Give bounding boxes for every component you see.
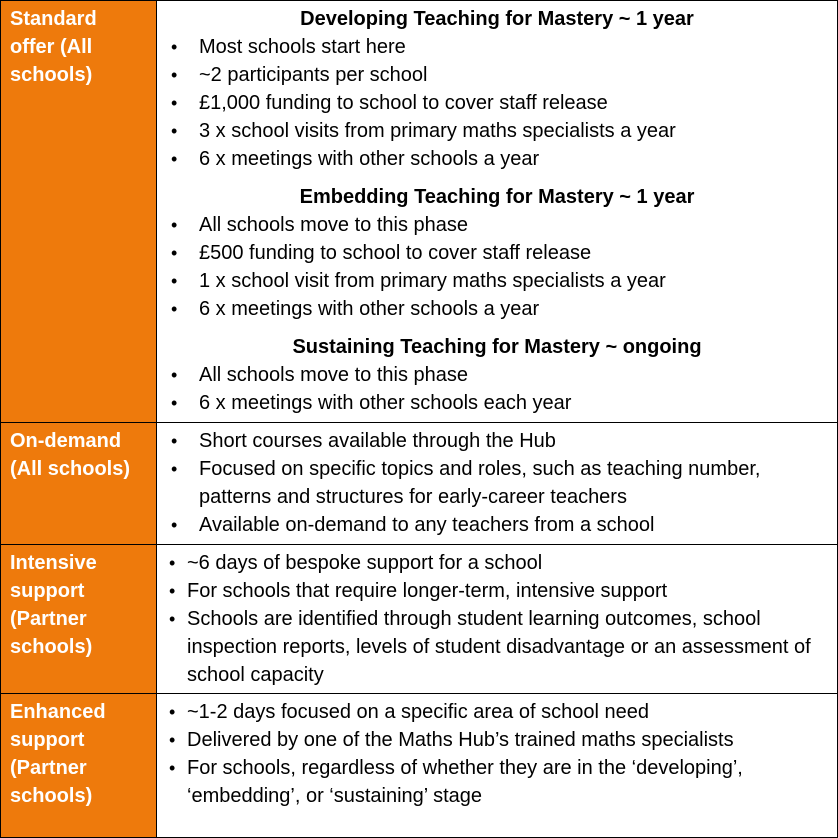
bullet-icon: •: [171, 215, 178, 235]
list-item: • ~6 days of bespoke support for a school: [167, 549, 827, 577]
row-label-cell: [1, 694, 157, 837]
list-item: • £1,000 funding to school to cover staff release: [167, 89, 827, 117]
intensive-support-list: [167, 549, 827, 689]
bullet-icon: •: [171, 121, 178, 141]
list-item: • 1 x school visit from primary maths specialists a year: [167, 267, 827, 295]
row-intensive-support: [1, 544, 837, 693]
row-content: [157, 694, 837, 837]
bullet-icon: •: [169, 730, 176, 750]
list-item: • Available on-demand to any teachers from a school: [167, 511, 827, 539]
row-label-cell: [1, 545, 157, 693]
bullet-icon: •: [171, 365, 178, 385]
list-item: • ~1-2 days focused on a specific area of school need: [167, 698, 827, 726]
bullet-icon: •: [169, 702, 176, 722]
row-label-cell: [1, 1, 157, 422]
list-item: • Short courses available through the Hub: [167, 427, 827, 455]
bullet-icon: •: [171, 37, 178, 57]
row-standard-offer: [1, 1, 837, 422]
row-content: [157, 1, 837, 422]
bullet-icon: •: [171, 243, 178, 263]
phase-list-developing: [167, 33, 827, 173]
row-enhanced-support: [1, 693, 837, 837]
bullet-icon: •: [171, 149, 178, 169]
row-label: Standard offer (All schools): [10, 8, 97, 86]
phase-list-embedding: [167, 211, 827, 323]
bullet-icon: •: [171, 459, 178, 479]
list-item: • Delivered by one of the Maths Hub’s trained maths specialists: [167, 726, 827, 754]
phase-title-developing: Developing Teaching for Mastery ~ 1 year: [300, 8, 694, 30]
phase-list-sustaining: [167, 361, 827, 417]
list-item: • All schools move to this phase: [167, 361, 827, 389]
bullet-icon: •: [171, 65, 178, 85]
on-demand-list: [167, 427, 827, 539]
list-item: • £500 funding to school to cover staff release: [167, 239, 827, 267]
row-content: [157, 545, 837, 693]
bullet-icon: •: [169, 581, 176, 601]
list-item: • For schools, regardless of whether they are in the ‘developing’, ‘embedding’, or ‘sustaining’ stage: [167, 754, 827, 810]
list-item: • ~2 participants per school: [167, 61, 827, 89]
list-item: • 6 x meetings with other schools a year: [167, 295, 827, 323]
row-label: Enhanced support (Partner schools): [10, 701, 106, 807]
list-item: • 3 x school visits from primary maths specialists a year: [167, 117, 827, 145]
row-label: On-demand (All schools): [10, 430, 131, 480]
list-item: • All schools move to this phase: [167, 211, 827, 239]
bullet-icon: •: [171, 515, 178, 535]
bullet-icon: •: [169, 553, 176, 573]
list-item: • 6 x meetings with other schools a year: [167, 145, 827, 173]
bullet-icon: •: [171, 431, 178, 451]
list-item: • 6 x meetings with other schools each year: [167, 389, 827, 417]
bullet-icon: •: [171, 271, 178, 291]
row-label-cell: [1, 423, 157, 544]
list-item: • For schools that require longer-term, intensive support: [167, 577, 827, 605]
row-label: Intensive support (Partner schools): [10, 552, 97, 658]
list-item: • Focused on specific topics and roles, such as teaching number, patterns and structures for early-career teachers: [167, 455, 827, 511]
row-content: [157, 423, 837, 544]
bullet-icon: •: [171, 299, 178, 319]
row-on-demand: [1, 422, 837, 544]
list-item: • Schools are identified through student learning outcomes, school inspection reports, levels of student disadvantage or an assessment of school capacity: [167, 605, 827, 689]
bullet-icon: •: [169, 758, 176, 778]
list-item: • Most schools start here: [167, 33, 827, 61]
phase-title-embedding: Embedding Teaching for Mastery ~ 1 year: [299, 186, 695, 208]
enhanced-support-list: [167, 698, 827, 810]
bullet-icon: •: [169, 609, 176, 629]
bullet-icon: •: [171, 93, 178, 113]
phase-title-sustaining: Sustaining Teaching for Mastery ~ ongoing: [292, 336, 702, 358]
bullet-icon: •: [171, 393, 178, 413]
